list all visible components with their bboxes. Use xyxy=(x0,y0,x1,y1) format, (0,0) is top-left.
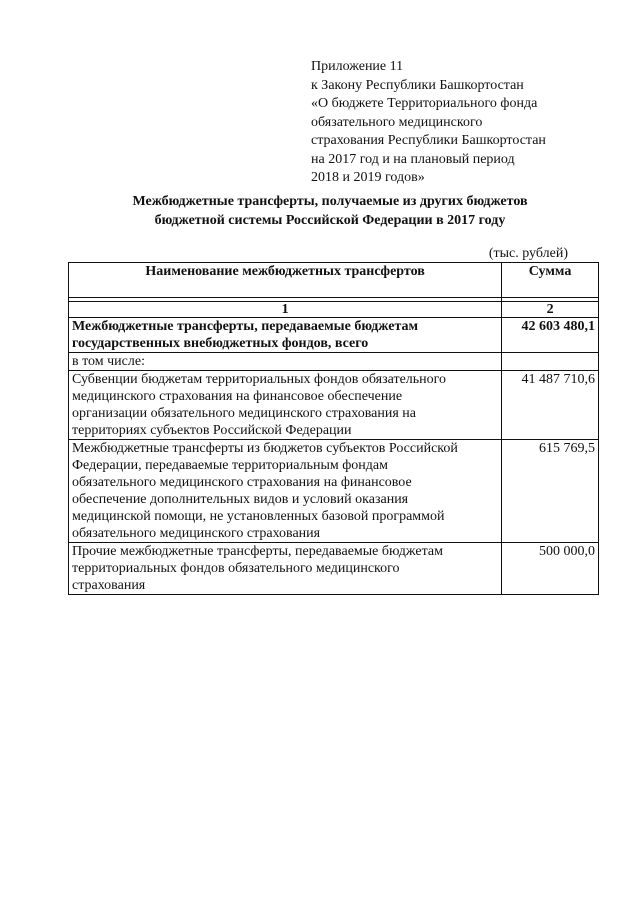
appendix-header xyxy=(311,58,611,188)
title-line: бюджетной системы Российской Федерации в 2017 году xyxy=(154,213,506,228)
title-line: Межбюджетные трансферты, получаемые из других бюджетов xyxy=(132,194,528,209)
total-row xyxy=(69,318,599,353)
row-sum: 500 000,0 xyxy=(502,543,599,595)
table-row xyxy=(69,440,599,543)
total-name: Межбюджетные трансферты, передаваемые бюджетам государственных внебюджетных фондов, всего xyxy=(69,318,502,353)
row-name: Прочие межбюджетные трансферты, передаваемые бюджетам территориальных фондов обязательного медицинского страхования xyxy=(69,543,502,595)
appendix-line: «О бюджете Территориального фонда xyxy=(311,96,538,111)
table-row xyxy=(69,371,599,440)
header-sum: Сумма xyxy=(502,263,599,298)
row-name: Межбюджетные трансферты из бюджетов субъектов Российской Федерации, передаваемые территориальным фондам обязательного медицинского страхования на финансовое обеспечение дополнительных видов и условий оказания медицинской помощи, не установленных базовой программой обязательного медицинского страхования xyxy=(69,440,502,543)
column-number-name: 1 xyxy=(69,302,502,318)
row-sum: 41 487 710,6 xyxy=(502,371,599,440)
transfers-table xyxy=(68,262,599,595)
document-title xyxy=(60,192,600,230)
row-name: Субвенции бюджетам территориальных фондов обязательного медицинского страхования на финансовое обеспечение организации обязательного медицинского страхования на территориях субъектов Российской Федерации xyxy=(69,371,502,440)
units-label: (тыс. рублей) xyxy=(488,246,568,261)
appendix-line: Приложение 11 xyxy=(311,59,404,74)
header-name: Наименование межбюджетных трансфертов xyxy=(69,263,502,298)
column-number-row xyxy=(69,302,599,318)
including-label: в том числе: xyxy=(69,353,502,371)
appendix-line: 2018 и 2019 годов» xyxy=(311,170,425,185)
row-sum: 615 769,5 xyxy=(502,440,599,543)
table-header-row xyxy=(69,263,599,298)
appendix-line: к Закону Республики Башкортостан xyxy=(311,77,524,93)
table-row xyxy=(69,543,599,595)
column-number-sum: 2 xyxy=(502,302,599,318)
total-sum: 42 603 480,1 xyxy=(502,318,599,353)
appendix-line: на 2017 год и на плановый период xyxy=(311,151,515,167)
including-row xyxy=(69,353,599,371)
appendix-line: страхования Республики Башкортостан xyxy=(311,133,546,148)
appendix-line: обязательного медицинского xyxy=(311,114,483,130)
